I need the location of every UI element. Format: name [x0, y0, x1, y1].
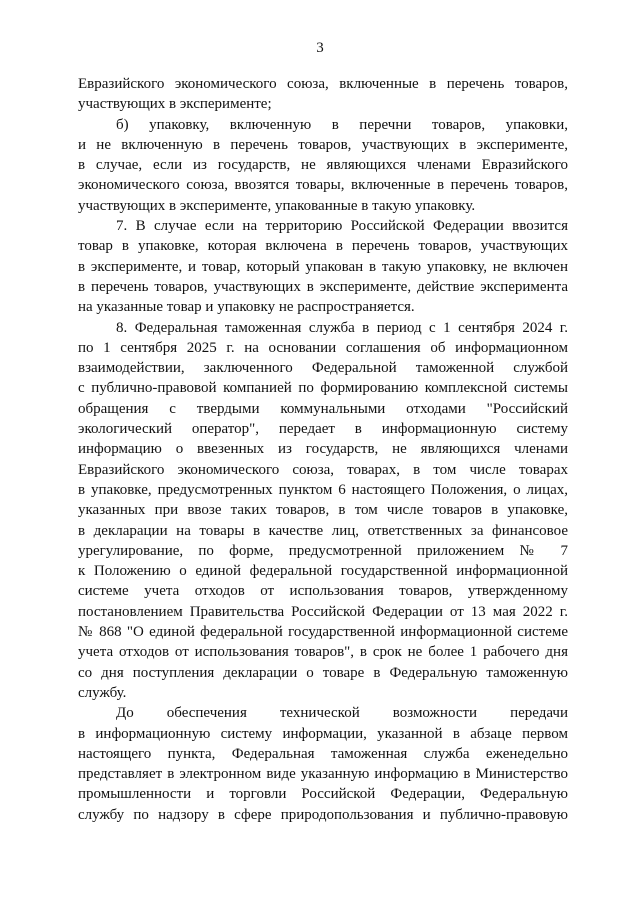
text-line: Евразийского экономического союза, товарах, в том числе товарах	[78, 461, 568, 478]
text-line: в упаковке, предусмотренных пунктом 6 настоящего Положения, о лицах,	[78, 481, 568, 498]
text-line: урегулирование, по форме, предусмотренной приложением № 7	[78, 542, 568, 559]
text-line: информацию о ввезенных из государств, не являющихся членами	[78, 441, 568, 458]
text-line: с публично-правовой компанией по формированию комплексной системы	[78, 380, 568, 397]
text-line: промышленности и торговли Российской Федерации, Федеральную	[78, 786, 568, 803]
text-line: экономического союза, ввозятся товары, включенные в перечень товаров,	[78, 177, 568, 194]
text-line: 8. Федеральная таможенная служба в период с 1 сентября 2024 г.	[116, 319, 568, 336]
text-line: службу.	[78, 684, 127, 701]
text-line: в декларации на товары в качестве лиц, ответственных за финансовое	[78, 522, 568, 539]
document-body	[78, 74, 568, 825]
text-line: на указанные товар и упаковку не распространяется.	[78, 299, 415, 316]
text-line: 7. В случае если на территорию Российской Федерации ввозится	[116, 218, 568, 235]
text-line: по 1 сентября 2025 г. на основании соглашения об информационном	[78, 339, 568, 356]
text-line: № 868 "О единой федеральной государственной информационной системе	[78, 624, 568, 641]
text-line: взаимодействии, заключенного Федеральной таможенной службой	[78, 360, 568, 377]
text-line: товар в упаковке, которая включена в перечень товаров, участвующих	[78, 238, 568, 255]
text-line: в случае, если из государств, не являющихся членами Евразийского	[78, 157, 568, 174]
text-line: со дня поступления декларации о товаре в Федеральную таможенную	[78, 664, 568, 681]
text-line: б) упаковку, включенную в перечни товаров, упаковки,	[116, 116, 568, 133]
text-line: настоящего пункта, Федеральная таможенная служба еженедельно	[78, 745, 568, 762]
text-line: Евразийского экономического союза, включенные в перечень товаров,	[78, 76, 568, 92]
text-line: и не включенную в перечень товаров, участвующих в эксперименте,	[78, 136, 568, 153]
text-line: экологический оператор", передает в информационную систему	[78, 421, 568, 438]
text-line: представляет в электронном виде указанную информацию в Министерство	[78, 766, 568, 783]
text-line: к Положению о единой федеральной государственной информационной	[78, 563, 568, 580]
text-line: обращения с твердыми коммунальными отходами "Российский	[78, 400, 568, 417]
text-line: в перечень товаров, участвующих в эксперименте, действие эксперимента	[78, 278, 568, 295]
text-line: участвующих в эксперименте, упакованные в такую упаковку.	[78, 197, 476, 214]
text-line: учета отходов от использования товаров", в срок не более 1 рабочего дня	[78, 644, 568, 661]
text-line: в информационную систему информации, указанной в абзаце первом	[78, 725, 568, 742]
text-line: в эксперименте, и товар, который упакован в такую упаковку, не включен	[78, 258, 568, 275]
text-line: системе учета отходов от использования товаров, утвержденному	[78, 583, 568, 600]
text-line: указанных при ввозе таких товаров, в том числе товаров в упаковке,	[78, 502, 568, 519]
text-line: участвующих в эксперименте;	[78, 96, 272, 113]
text-line: постановлением Правительства Российской Федерации от 13 мая 2022 г.	[78, 603, 568, 620]
text-line: До обеспечения технической возможности передачи	[116, 705, 568, 722]
text-line: службу по надзору в сфере природопользования и публично-правовую	[78, 806, 568, 823]
page-number: 3	[316, 40, 324, 56]
